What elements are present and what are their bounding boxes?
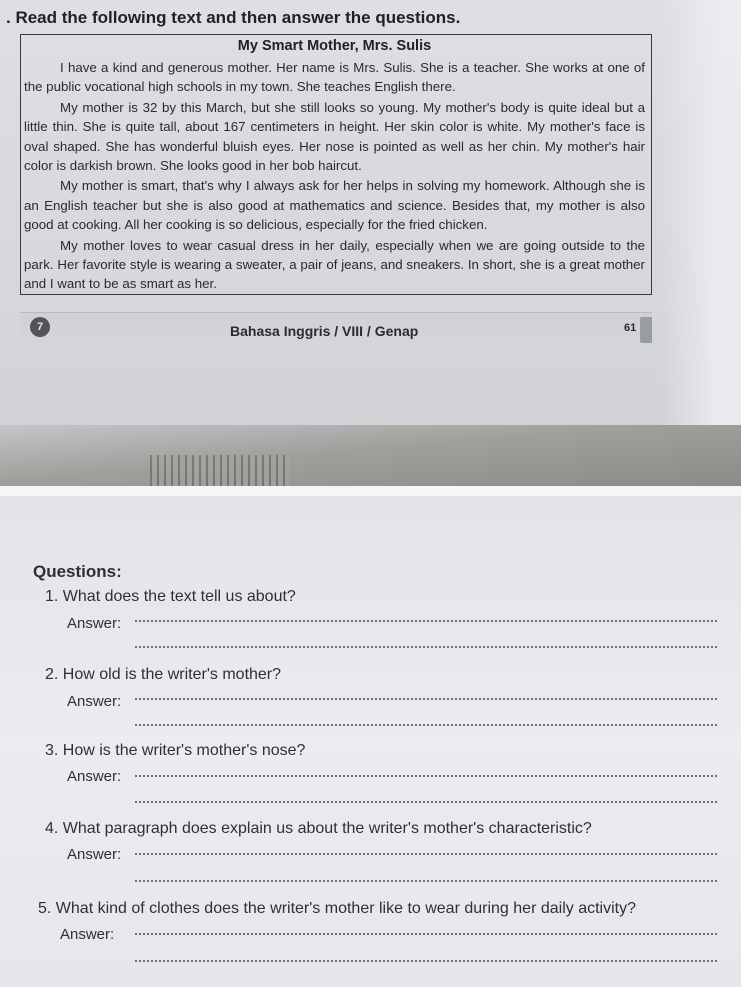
page-tab-marker — [640, 317, 652, 343]
questions-page-photo — [0, 496, 741, 987]
questions-heading: Questions: — [33, 562, 122, 581]
photo-divider — [0, 486, 741, 496]
answer-label: Answer: — [67, 615, 122, 632]
reading-paragraph: I have a kind and generous mother. Her name is Mrs. Sulis. She is a teacher. She works at one of the public vocational high schools in my town. She teaches English there. — [24, 60, 645, 95]
book-title: Bahasa Inggris / VIII / Genap — [230, 323, 419, 339]
answer-line[interactable] — [135, 853, 717, 855]
page-number: 61 — [624, 322, 637, 334]
question-1: 1. What does the text tell us about? — [45, 588, 296, 605]
answer-line[interactable] — [135, 880, 717, 882]
question-5: 5. What kind of clothes does the writer's mother like to wear during her daily activity? — [38, 900, 636, 917]
answer-line[interactable] — [135, 933, 717, 935]
chapter-badge: 7 — [30, 317, 50, 337]
reading-paragraph: My mother loves to wear casual dress in her daily, especially when we are going outside to the park. Her favorite style is wearing a sweater, a pair of jeans, and sneakers. In short, she is a great mother and I want to be as smart as her. — [24, 237, 645, 292]
answer-label: Answer: — [67, 768, 122, 785]
reading-paragraph: My mother is 32 by this March, but she still looks so young. My mother's body is quite ideal but a little thin. She is quite tall, about 167 centimeters in height. Her skin color is white. My mother's face is oval shaped. She has wonderful bluish eyes. Her nose is pointed as well as her chin. My mother's hair color is darkish brown. She looks good in her bob haircut. — [24, 99, 645, 174]
underlying-surface-texture — [150, 455, 290, 486]
question-3: 3. How is the writer's mother's nose? — [45, 742, 306, 759]
answer-line[interactable] — [135, 698, 717, 700]
page-footer — [20, 312, 652, 353]
answer-label: Answer: — [67, 693, 122, 710]
reading-paragraph: My mother is smart, that's why I always ask for her helps in solving my homework. Although she is an English teacher but she is also good at mathematics and science. Besides that, my mother is also good at cooking. All her cooking is so delicious, especially for the fried chicken. — [24, 178, 645, 233]
question-4: 4. What paragraph does explain us about the writer's mother's characteristic? — [45, 820, 592, 837]
page-lighting — [661, 0, 741, 486]
instruction-text: . Read the following text and then answer the questions. — [6, 8, 461, 27]
answer-line[interactable] — [135, 960, 717, 962]
answer-line[interactable] — [135, 775, 717, 777]
answer-line[interactable] — [135, 646, 717, 648]
answer-line[interactable] — [135, 801, 717, 803]
question-2: 2. How old is the writer's mother? — [45, 666, 282, 683]
reading-title: My Smart Mother, Mrs. Sulis — [237, 38, 432, 54]
reading-page-photo — [0, 0, 741, 486]
answer-label: Answer: — [67, 846, 122, 863]
underlying-surface — [0, 425, 741, 486]
reading-text-box — [20, 34, 652, 295]
answer-line[interactable] — [135, 620, 717, 622]
answer-line[interactable] — [135, 724, 717, 726]
answer-label: Answer: — [60, 926, 115, 943]
